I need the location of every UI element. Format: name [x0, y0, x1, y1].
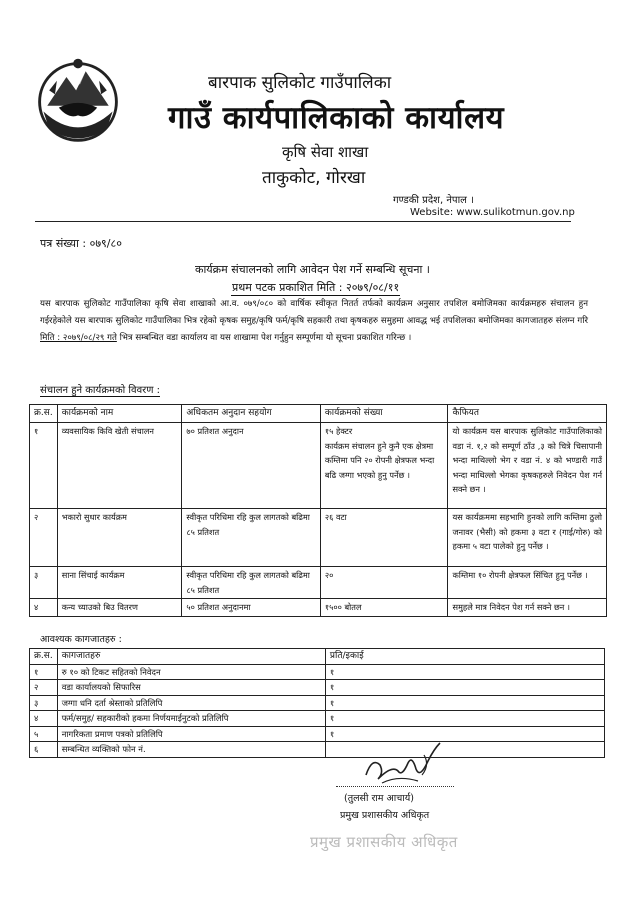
row-program: साना सिंचाई कार्यक्रम — [57, 567, 182, 599]
row-count: २६ वटा — [320, 509, 448, 567]
row-sn: ३ — [30, 695, 58, 711]
row-qty: १ — [325, 680, 604, 696]
body-deadline: मिति : २०७९/०८/२९ गते — [40, 333, 117, 343]
documents-table — [29, 648, 605, 758]
row-program: भकारो सुधार कार्यक्रम — [57, 509, 182, 567]
row-remark: यस कार्यक्रममा सहभागि हुनको लागि कम्तिमा ठुलो जनावर (भैसी) को हकमा ३ वटा र (गाई/गोरु) को हकमा ५ वटा पालेको हुनु पर्नेछ । — [448, 509, 607, 567]
row-doc: फर्म/समुह/ सहकारीको हकमा निर्णयमाईनुटको प्रतिलिपि — [57, 711, 325, 727]
row-grant: स्वीकृत परिधिमा रहि कुल लागतको बढिमा ८५ प्रतिशत — [182, 509, 321, 567]
row-sn: ४ — [30, 599, 58, 617]
office-place: ताकुकोट, गोरखा — [262, 168, 366, 188]
row-count: २० — [320, 567, 448, 599]
province-line: गण्डकी प्रदेश, नेपाल । — [393, 195, 474, 206]
signature-line — [336, 786, 454, 787]
table-row — [30, 695, 605, 711]
notice-title: कार्यक्रम संचालनको लागि आवेदन पेश गर्ने सम्बन्धि सूचना । — [195, 263, 430, 276]
body-text-2: भित्र सम्बन्धित वडा कार्यालय वा यस शाखामा पेश गर्नुहुन सम्पूर्णमा यो सूचना प्रकाशित गरिन्छ । — [119, 333, 412, 343]
header-divider — [35, 221, 571, 222]
row-qty: १ — [325, 726, 604, 742]
table-row — [30, 680, 605, 696]
row-remark: समुहले मात्र निवेदन पेश गर्न सक्ने छन । — [448, 599, 607, 617]
row-grant: ७० प्रतिशत अनुदान — [182, 423, 321, 509]
table-row — [30, 742, 605, 758]
col-header: क्र.स. — [30, 649, 58, 665]
signature-scribble-icon — [358, 735, 448, 790]
row-doc: रु १० को टिकट सहितको निवेदन — [57, 664, 325, 680]
table-row — [30, 664, 605, 680]
col-header: कार्यक्रमको संख्या — [320, 405, 448, 423]
notice-body — [40, 296, 588, 347]
nepal-emblem-icon — [30, 52, 126, 148]
table-row — [30, 423, 607, 509]
row-sn: ५ — [30, 726, 58, 742]
table-row — [30, 599, 607, 617]
col-header: कागजातहरु — [57, 649, 325, 665]
row-sn: ६ — [30, 742, 58, 758]
body-text-1: यस बारपाक सुलिकोट गाउँपालिका कृषि सेवा शाखाको आ.व. ०७९/०८० को वार्षिक स्वीकृत नितर्त तर्फको कार्यक्रम अनुसार तपशिल बमोजिमका कार्यक्रमहरु संचालन हुन गईरहेकोले यस बारपाक सुलिकोट गाउँपालिका भित्र रहेको कृषक समुह/कृषि फर्म/कृषि सहकारी तथा कृषकहरु समुहमा आवद्ध भई तपशिलका बमोजिमका कागजातहरु संलग्न गरि — [40, 299, 588, 326]
reference-number: पत्र संख्या : ०७९/८० — [40, 237, 122, 250]
col-header: क्र.स. — [30, 405, 58, 423]
row-sn: ४ — [30, 711, 58, 727]
col-header: कैफियत — [448, 405, 607, 423]
row-remark: कम्तिमा १० रोपनी क्षेत्रफल सिंचित हुनु पर्नेछ । — [448, 567, 607, 599]
row-program: व्यवसायिक किवि खेती संचालन — [57, 423, 182, 509]
row-grant: ५० प्रतिशत अनुदानमा — [182, 599, 321, 617]
website-link[interactable]: Website: www.sulikotmun.gov.np — [410, 207, 575, 218]
stamp-impression: प्रमुख प्रशासकीय अधिकृत — [310, 833, 458, 851]
row-program: कन्य च्याउको बिउ वितरण — [57, 599, 182, 617]
table-header-row — [30, 405, 607, 423]
municipality-name: बारपाक सुलिकोट गाउँपालिका — [208, 73, 392, 93]
col-header: प्रति/इकाई — [325, 649, 604, 665]
row-sn: २ — [30, 680, 58, 696]
row-sn: २ — [30, 509, 58, 567]
documents-heading: आवश्यक कागजातहरु : — [40, 634, 122, 645]
table-row — [30, 726, 605, 742]
row-qty: १ — [325, 664, 604, 680]
table-row — [30, 509, 607, 567]
published-date: प्रथम पटक प्रकाशित मिति : २०७९/०८/११ — [232, 281, 400, 294]
row-doc: वडा कार्यालयको सिफारिस — [57, 680, 325, 696]
row-count: १५०० बोतल — [320, 599, 448, 617]
row-doc: नागरिकता प्रमाण पत्रको प्रतिलिपि — [57, 726, 325, 742]
office-name: गाउँ कार्यपालिकाको कार्यालय — [168, 100, 505, 136]
row-remark: यो कार्यक्रम यस बारपाक सुलिकोट गाउँपालिकाको वडा नं. १,२ को सम्पूर्ण ठाँउ ,३ को चित्रे चिसापानी भन्दा माथिल्लो भेग र वडा नं. ४ को भण्डारी गाउँ भन्दा माथिल्लो भेगका कृषकहरुले निवेदन पेश गर्न सक्ने छन । — [448, 423, 607, 509]
signatory-title: प्रमुख प्रशासकीय अधिकृत — [340, 810, 430, 821]
row-qty: १ — [325, 711, 604, 727]
row-sn: ३ — [30, 567, 58, 599]
row-sn: १ — [30, 664, 58, 680]
table-row — [30, 711, 605, 727]
signatory-name: (तुलसी राम आचार्य) — [344, 793, 414, 804]
branch-name: कृषि सेवा शाखा — [282, 143, 369, 161]
table-header-row — [30, 649, 605, 665]
row-doc: सम्बन्धित व्यक्तिको फोन नं. — [57, 742, 325, 758]
programs-table — [29, 404, 607, 617]
row-sn: १ — [30, 423, 58, 509]
table-row — [30, 567, 607, 599]
row-doc: जग्गा धनि दर्ता श्रेस्ताको प्रतिलिपि — [57, 695, 325, 711]
row-grant: स्वीकृत परिधिमा रहि कुल लागतको बढिमा ८५ प्रतिशत — [182, 567, 321, 599]
col-header: अधिकतम अनुदान सहयोग — [182, 405, 321, 423]
row-count: १५ हेक्टर कार्यक्रम संचालन हुने कुनै एक क्षेत्रमा कम्तिमा पनि २० रोपनी क्षेत्रफल भन्दा बढि जग्गा भएको हुनु पर्नेछ । — [320, 423, 448, 509]
row-qty: १ — [325, 695, 604, 711]
col-header: कार्यक्रमको नाम — [57, 405, 182, 423]
programs-heading: संचालन हुने कार्यक्रमको विवरण : — [40, 382, 160, 397]
